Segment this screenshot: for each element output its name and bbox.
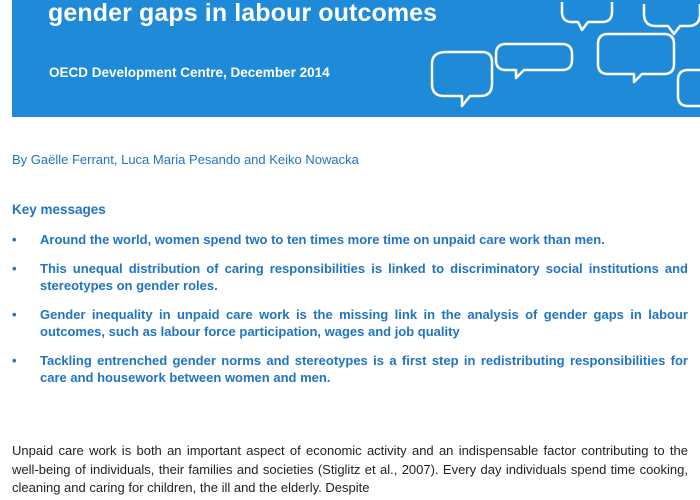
key-messages-heading: Key messages [12,202,106,217]
document-subtitle: OECD Development Centre, December 2014 [49,65,330,80]
bullet-icon: • [12,306,17,322]
speech-bubble-icon [496,44,572,78]
key-message-item [12,231,688,249]
key-message-item [12,260,688,295]
key-message-item [12,352,688,387]
body-paragraph: Unpaid care work is both an important aspect of economic activity and an indispensable factor contributing to the well-being of individuals, their families and societies (Stiglitz et al., 2007). Every day individuals spend time cooking, cleaning and caring for children, the ill and the elderly. Despite [12,443,688,495]
speech-bubbles-icon [412,0,700,117]
key-message-text: Around the world, women spend two to ten times more time on unpaid care work than men. [40,232,605,247]
key-message-text: Gender inequality in unpaid care work is the missing link in the analysis of gender gaps in labour outcomes, such as labour force participation, wages and job quality [40,306,688,339]
speech-bubble-icon [598,34,674,82]
bullet-icon: • [12,260,17,276]
bullet-icon: • [12,232,17,247]
speech-bubble-icon [644,4,700,34]
key-message-text: This unequal distribution of caring responsibilities is linked to discriminatory social institutions and stereotypes on gender roles. [40,260,688,293]
key-message-text: Tackling entrenched gender norms and stereotypes is a first step in redistributing responsibilities for care and housework between women and men. [40,352,688,385]
key-messages-list [12,231,688,398]
author-line: By Gaëlle Ferrant, Luca Maria Pesando and Keiko Nowacka [12,152,359,167]
bullet-icon: • [12,352,17,368]
header-banner [12,0,700,117]
key-message-item [12,306,688,341]
speech-bubble-icon [432,52,492,106]
speech-bubble-icon [562,2,612,30]
speech-bubble-icon [678,70,700,106]
document-title: gender gaps in labour outcomes [48,0,438,27]
